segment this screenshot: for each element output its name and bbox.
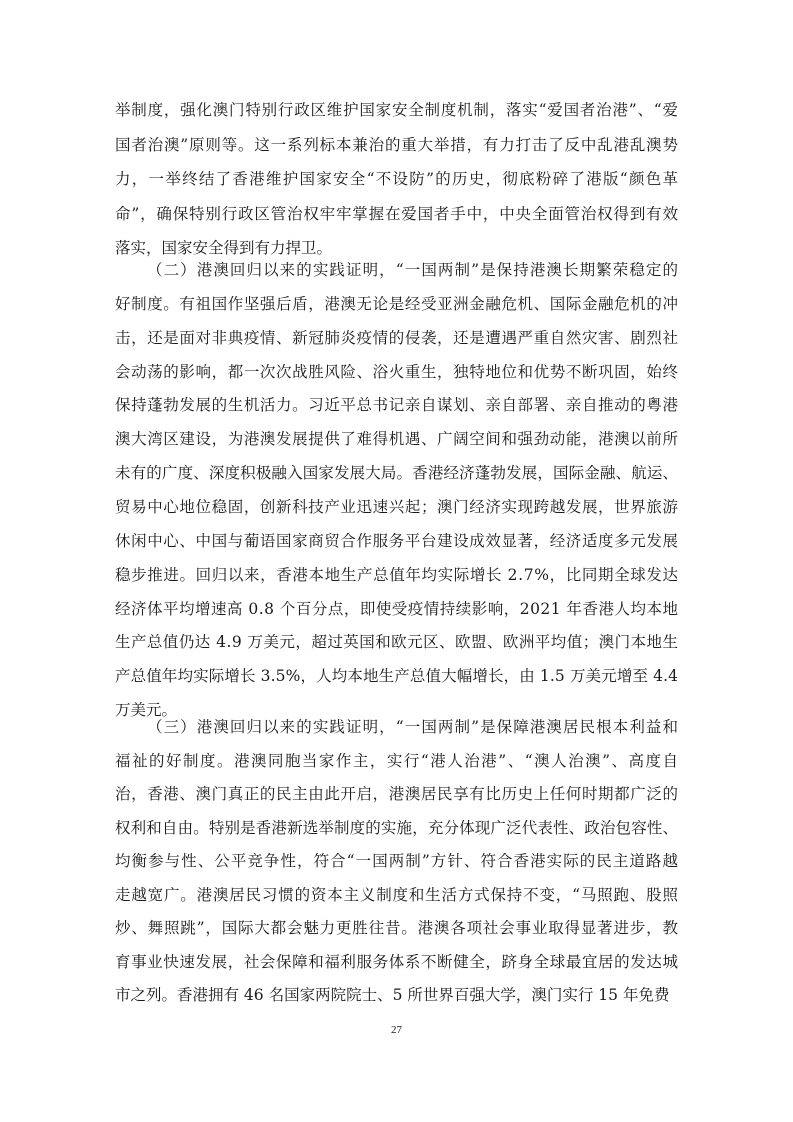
text-line: 产总值年均实际增长 3.5%，人均本地生产总值大幅增长，由 1.5 万美元增至 4.4	[115, 667, 679, 685]
text-line: 福祉的好制度。港澳同胞当家作主，实行“港人治港”、“澳人治澳”、高度自	[115, 752, 680, 770]
text-line: 命”，确保特别行政区管治权牢牢掌握在爱国者手中，中央全面管治权得到有效	[115, 205, 679, 223]
text-line: 力，一举终结了香港维护国家安全“不设防”的历史，彻底粉碎了港版“颜色革	[115, 170, 680, 188]
text-line: 未有的广度、深度积极融入国家发展大局。香港经济蓬勃发展，国际金融、航运、	[115, 464, 679, 482]
text-line: 均衡参与性、公平竞争性，符合“一国两制”方针、符合香港实际的民主道路越	[115, 852, 680, 870]
text-line: 国者治澳”原则等。这一系列标本兼治的重大举措，有力打击了反中乱港乱澳势	[115, 136, 679, 154]
text-line: （三）港澳回归以来的实践证明，“一国两制”是保障港澳居民根本利益和	[147, 718, 680, 736]
text-line: （二）港澳回归以来的实践证明，“一国两制”是保持港澳长期繁荣稳定的	[147, 261, 680, 279]
text-line: 万美元。	[115, 701, 178, 719]
text-line: 生产总值仍达 4.9 万美元，超过英国和欧元区、欧盟、欧洲平均值；澳门本地生	[115, 633, 679, 651]
text-line: 经济体平均增速高 0.8 个百分点，即使受疫情持续影响，2021 年香港人均本地	[115, 600, 679, 618]
text-line: 好制度。有祖国作坚强后盾，港澳无论是经受亚洲金融危机、国际金融危机的冲	[115, 295, 679, 313]
text-line: 稳步推进。回归以来，香港本地生产总值年均实际增长 2.7%，比同期全球发达	[115, 566, 679, 584]
text-line: 落实，国家安全得到有力捍卫。	[115, 239, 333, 257]
text-line: 育事业快速发展，社会保障和福利服务体系不断健全，跻身全球最宜居的发达城	[115, 953, 679, 971]
text-line: 市之列。香港拥有 46 名国家两院院士、5 所世界百强大学，澳门实行 15 年免费	[115, 986, 670, 1004]
text-line: 举制度，强化澳门特别行政区维护国家安全制度机制，落实“爱国者治港”、“爱	[115, 101, 679, 119]
text-line: 休闲中心、中国与葡语国家商贸合作服务平台建设成效显著，经济适度多元发展	[115, 532, 679, 550]
text-line: 贸易中心地位稳固，创新科技产业迅速兴起；澳门经济实现跨越发展，世界旅游	[115, 498, 679, 516]
text-line: 澳大湾区建设，为港澳发展提供了难得机遇、广阔空间和强劲动能，港澳以前所	[115, 430, 679, 448]
text-line: 权利和自由。特别是香港新选举制度的实施，充分体现广泛代表性、政治包容性、	[115, 819, 679, 837]
text-line: 会动荡的影响，都一次次战胜风险、浴火重生，独特地位和优势不断巩固，始终	[115, 363, 679, 381]
page-number: 27	[391, 1024, 402, 1036]
text-line: 保持蓬勃发展的生机活力。习近平总书记亲自谋划、亲自部署、亲自推动的粤港	[115, 396, 679, 414]
text-line: 走越宽广。港澳居民习惯的资本主义制度和生活方式保持不变，“马照跑、股照	[115, 886, 679, 904]
text-line: 击，还是面对非典疫情、新冠肺炎疫情的侵袭，还是遭遇严重自然灾害、剧烈社	[115, 329, 679, 347]
text-line: 治，香港、澳门真正的民主由此开启，港澳居民享有比历史上任何时期都广泛的	[115, 785, 679, 803]
text-line: 炒、舞照跳”，国际大都会魅力更胜往昔。港澳各项社会事业取得显著进步，教	[115, 919, 679, 937]
